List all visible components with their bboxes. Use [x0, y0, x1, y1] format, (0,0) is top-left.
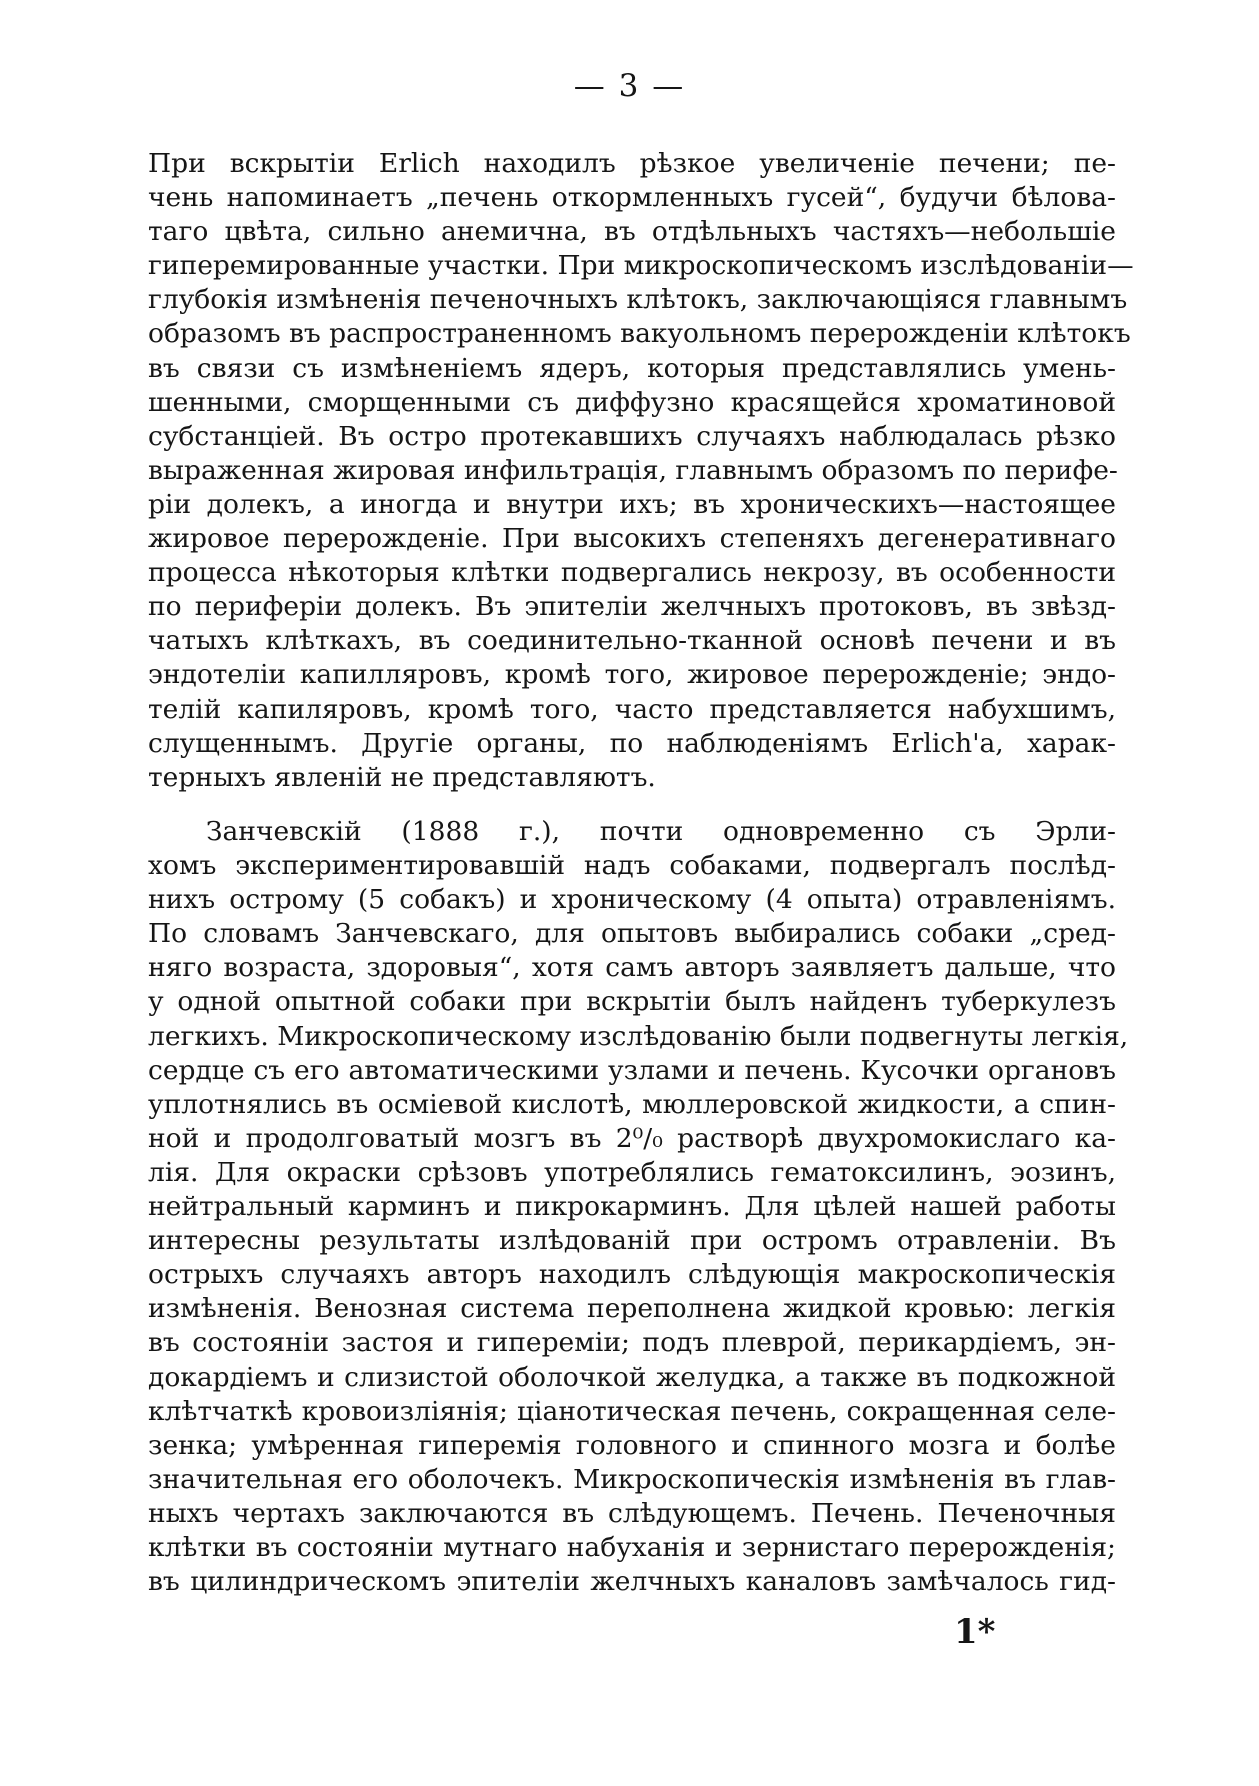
text-line: хомъ экспериментировавшій надъ собаками, подвергалъ послѣд- — [148, 850, 1116, 882]
page-number: — 3 — — [573, 68, 686, 104]
text-line: выраженная жировая инфильтрація, главнымъ образомъ по перифе- — [148, 454, 1118, 486]
text-line: въ цилиндрическомъ эпителіи желчныхъ каналовъ замѣчалось гид- — [148, 1566, 1116, 1598]
text-line: по периферіи долекъ. Въ эпителіи желчныхъ протоковъ, въ звѣзд- — [148, 591, 1116, 623]
text-line: уплотнялись въ осміевой кислотѣ, мюллеровской жидкости, а спин- — [148, 1088, 1116, 1120]
text-line: эндотеліи капилляровъ, кромѣ того, жировое перерожденіе; эндо- — [148, 659, 1116, 691]
text-line: няго возраста, здоровыя“, хотя самъ авторъ заявляетъ дальше, что — [148, 952, 1116, 984]
text-line: въ связи съ измѣненіемъ ядеръ, которыя представлялись умень- — [148, 352, 1116, 384]
text-line: лія. Для окраски срѣзовъ употреблялись гематоксилинъ, эозинъ, — [148, 1156, 1116, 1188]
text-line: у одной опытной собаки при вскрытіи былъ найденъ туберкулезъ — [148, 986, 1116, 1018]
text-line: процесса нѣкоторыя клѣтки подвергались некрозу, въ особенности — [148, 557, 1116, 589]
text-line: субстанціей. Въ остро протекавшихъ случаяхъ наблюдалась рѣзко — [148, 420, 1116, 452]
text-line: слущеннымъ. Другіе органы, по наблюденіямъ Erlich'a, харак- — [148, 727, 1116, 759]
text-line: терныхъ явленій не представляютъ. — [148, 761, 656, 793]
text-line: значительная его оболочекъ. Микроскопическія измѣненія въ глав- — [148, 1463, 1116, 1495]
text-line: интересны результаты излѣдованій при остромъ отравленіи. Въ — [148, 1225, 1116, 1257]
text-line: острыхъ случаяхъ авторъ находилъ слѣдующія макроскопическія — [148, 1259, 1116, 1291]
text-line: образомъ въ распространенномъ вакуольномъ перерожденіи клѣтокъ — [148, 318, 1131, 350]
text-line: въ состояніи застоя и гипереміи; подъ плеврой, перикардіемъ, эн- — [148, 1327, 1116, 1359]
text-line: При вскрытіи Erlich находилъ рѣзкое увеличеніе печени; пе- — [148, 148, 1116, 179]
text-line: шенными, сморщенными съ диффузно красящейся хроматиновой — [148, 386, 1116, 418]
text-line: измѣненія. Венозная система переполнена жидкой кровью: легкія — [148, 1293, 1116, 1325]
text-line: зенка; умѣренная гиперемія головного и спинного мозга и болѣе — [148, 1429, 1116, 1461]
text-line: докардіемъ и слизистой оболочкой желудка, а также въ подкожной — [148, 1361, 1116, 1393]
text-line: ныхъ чертахъ заключаются въ слѣдующемъ. Печень. Печеночныя — [148, 1497, 1116, 1529]
text-line: клѣтки въ состояніи мутнаго набуханія и зернистаго перерожденія; — [148, 1531, 1116, 1563]
text-line: глубокія измѣненія печеночныхъ клѣтокъ, заключающіяся главнымъ — [148, 284, 1128, 316]
text-line: нейтральный карминъ и пикрокарминъ. Для цѣлей нашей работы — [148, 1191, 1116, 1223]
paragraph — [148, 815, 1129, 1599]
signature-mark: 1* — [954, 1612, 996, 1652]
text-line: ной и продолговатый мозгъ въ 2⁰/₀ растворѣ двухромокислаго ка- — [148, 1122, 1116, 1154]
text-line: легкихъ. Микроскопическому изслѣдованію были подвегнуты легкія, — [148, 1020, 1129, 1052]
text-line: телій капиляровъ, кромѣ того, часто представляется набухшимъ, — [148, 693, 1116, 725]
text-line: Занчевскій (1888 г.), почти одновременно съ Эрли- — [206, 816, 1116, 847]
text-line: клѣтчаткѣ кровоизліянія; ціанотическая печень, сокращенная селе- — [148, 1395, 1116, 1427]
text-line: таго цвѣта, сильно анемична, въ отдѣльныхъ частяхъ—небольшіе — [148, 216, 1116, 248]
text-line: гиперемированные участки. При микроскопическомъ изслѣдованіи— — [148, 250, 1134, 282]
text-line: ріи долекъ, а иногда и внутри ихъ; въ хроническихъ—настоящее — [148, 488, 1116, 520]
text-line: чень напоминаетъ „печень откормленныхъ гусей“, будучи бѣлова- — [148, 182, 1116, 214]
paragraph — [148, 147, 1134, 795]
text-line: чатыхъ клѣткахъ, въ соединительно-тканной основѣ печени и въ — [148, 625, 1116, 657]
text-line: По словамъ Занчевскаго, для опытовъ выбирались собаки „сред- — [148, 918, 1116, 950]
text-line: нихъ острому (5 собакъ) и хроническому (4 опыта) отравленіямъ. — [148, 884, 1116, 916]
text-line: жировое перерожденіе. При высокихъ степеняхъ дегенеративнаго — [148, 523, 1116, 555]
text-line: сердце съ его автоматическими узлами и печень. Кусочки органовъ — [148, 1054, 1116, 1086]
